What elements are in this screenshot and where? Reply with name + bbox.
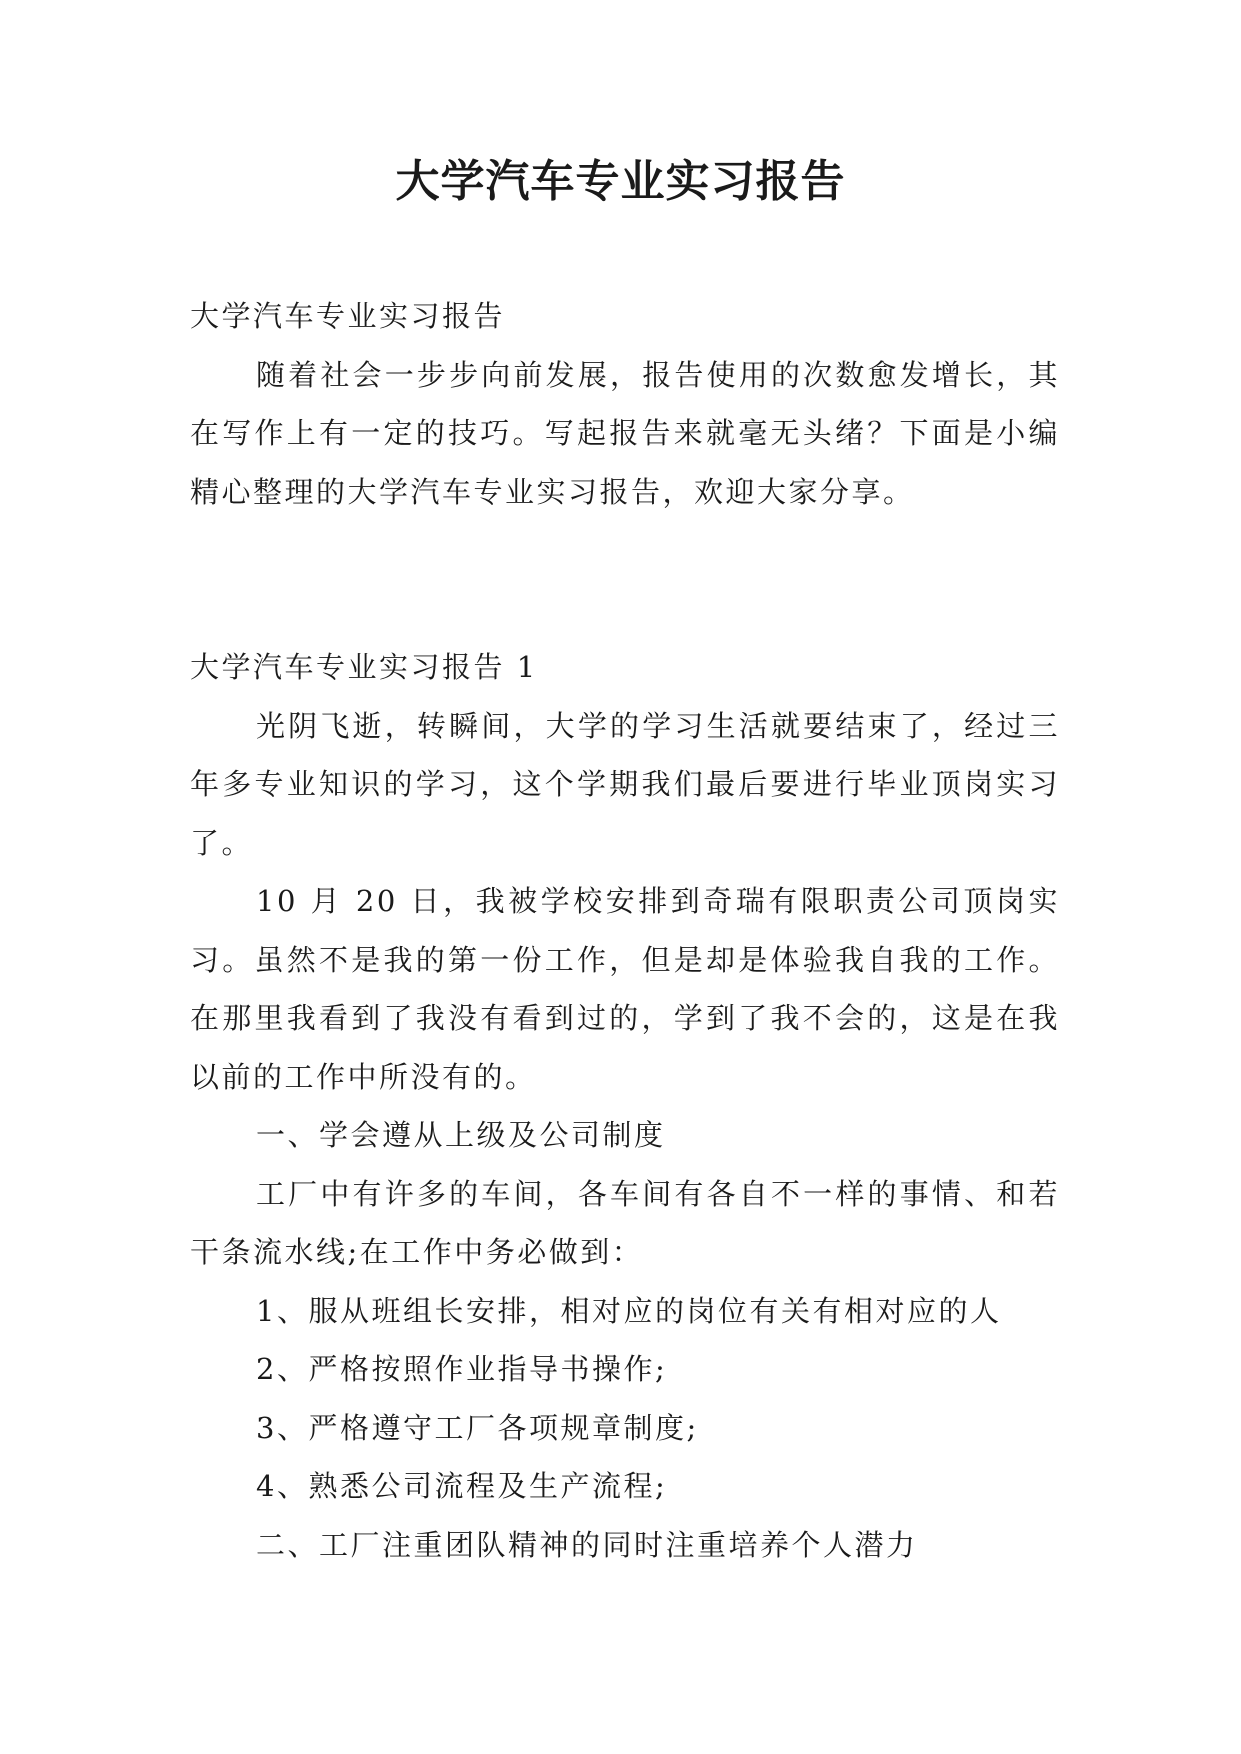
list-item: 2、严格按照作业指导书操作; — [256, 1352, 668, 1386]
paragraph: 光阴飞逝，转瞬间，大学的学习生活就要结束了，经过三年多专业知识的学习，这个学期我们最后要进行毕业顶岗实习了。 — [190, 708, 1060, 860]
section-spacer — [190, 521, 1060, 638]
list-item: 1、服从班组长安排，相对应的岗位有关有相对应的人 — [256, 1293, 1002, 1328]
subsection-heading: 一、学会遵从上级及公司制度 — [256, 1118, 666, 1152]
intro-paragraph: 随着社会一步步向前发展，报告使用的次数愈发增长，其在写作上有一定的技巧。写起报告来就毫无头绪？下面是小编精心整理的大学汽车专业实习报告，欢迎大家分享。 — [190, 357, 1060, 509]
list-item: 4、熟悉公司流程及生产流程; — [256, 1469, 668, 1503]
document-title: 大学汽车专业实习报告 — [395, 156, 846, 207]
section-heading: 大学汽车专业实习报告 1 — [190, 650, 538, 684]
paragraph: 工厂中有许多的车间，各车间有各自不一样的事情、和若干条流水线;在工作中务必做到： — [190, 1176, 1060, 1269]
subsection-heading: 二、工厂注重团队精神的同时注重培养个人潜力 — [256, 1527, 918, 1562]
intro-heading: 大学汽车专业实习报告 — [190, 299, 506, 333]
paragraph: 10 月 20 日，我被学校安排到奇瑞有限职责公司顶岗实习。虽然不是我的第一份工作，但是却是体验我自我的工作。在那里我看到了我没有看到过的，学到了我不会的，这是在我以前的工作中所没有的。 — [190, 884, 1060, 1094]
document-body — [190, 287, 1060, 1574]
list-item: 3、严格遵守工厂各项规章制度; — [256, 1410, 699, 1445]
